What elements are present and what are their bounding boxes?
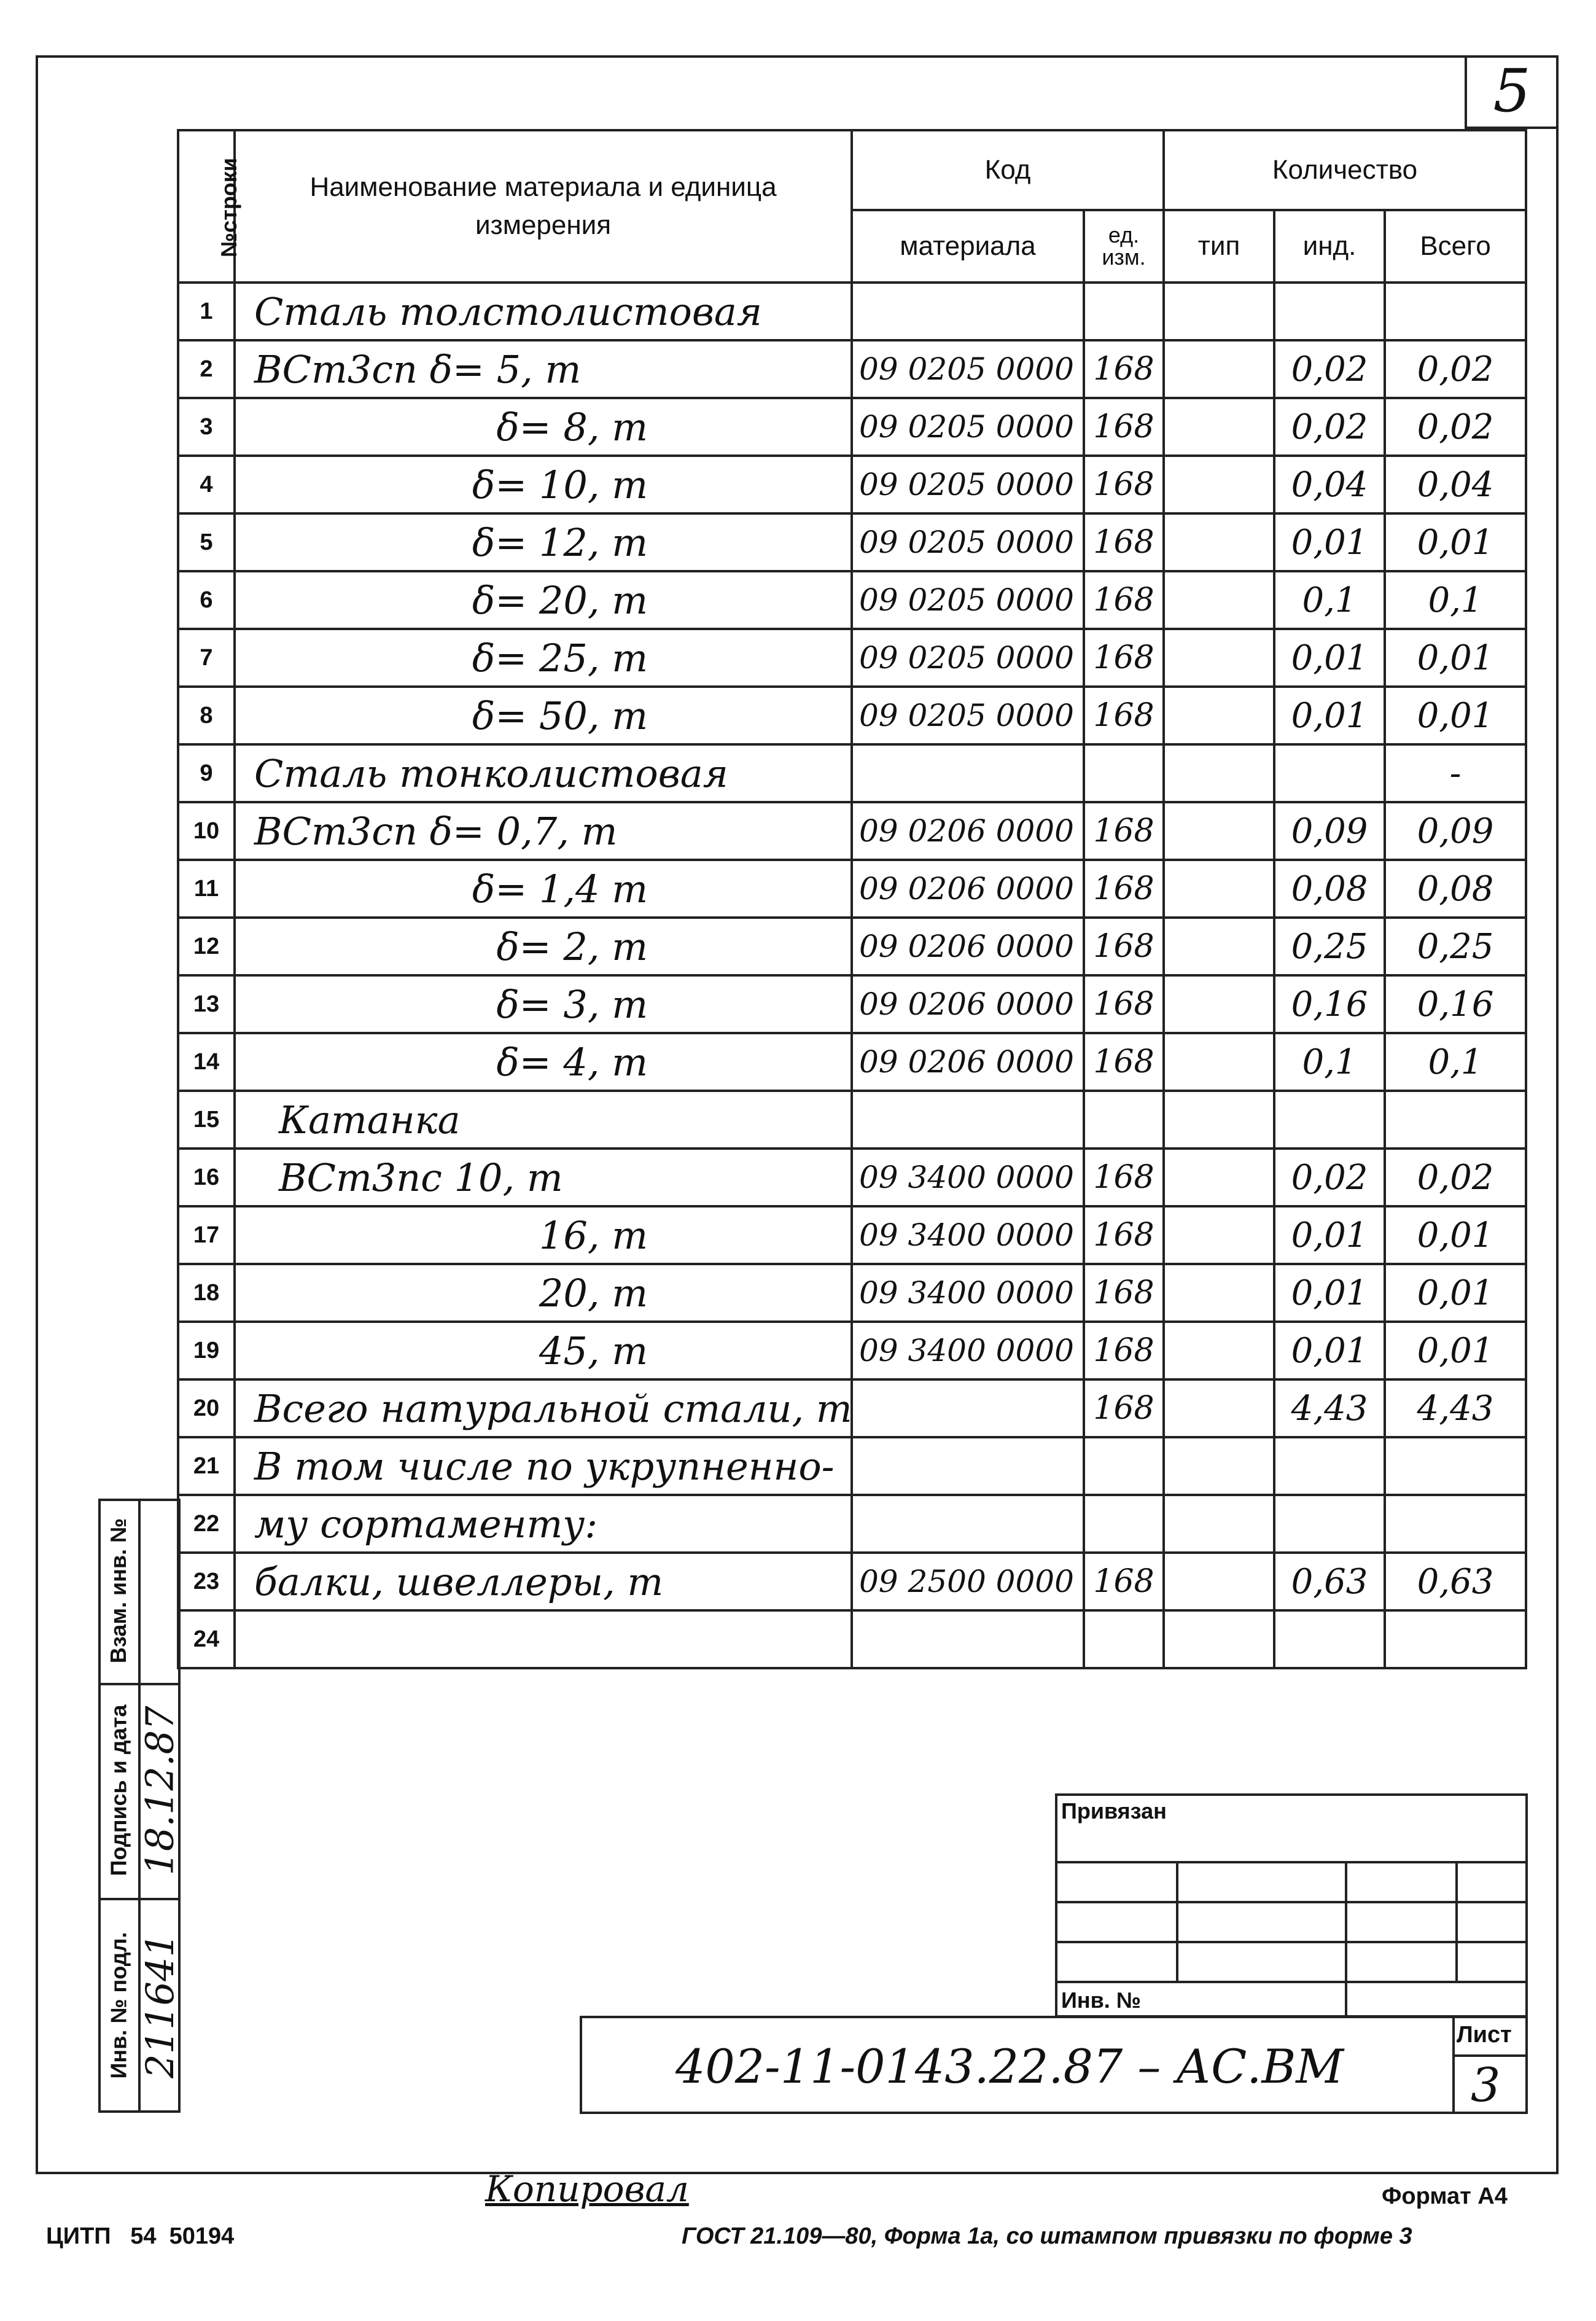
format-label: Формат А4 bbox=[1382, 2183, 1508, 2209]
qty-total: 0,08 bbox=[1385, 860, 1526, 918]
table-row bbox=[178, 456, 1526, 513]
header-name: Наименование материала и единица измерения bbox=[235, 130, 852, 283]
header-qty-ind: инд. bbox=[1274, 210, 1385, 283]
table-row bbox=[178, 1610, 1526, 1668]
unit-code: 168 bbox=[1084, 571, 1164, 629]
header-code-unit: ед. изм. bbox=[1084, 210, 1164, 283]
header-code-material: материала bbox=[852, 210, 1084, 283]
table-row bbox=[178, 1033, 1526, 1091]
table-row bbox=[178, 687, 1526, 744]
qty-type bbox=[1164, 744, 1274, 802]
unit-code bbox=[1084, 1091, 1164, 1149]
material-code bbox=[852, 1437, 1084, 1495]
qty-type bbox=[1164, 1379, 1274, 1437]
document-code: 402-11-0143.22.87 – АС.ВМ bbox=[675, 2039, 1344, 2094]
qty-total: 0,01 bbox=[1385, 687, 1526, 744]
qty-type bbox=[1164, 283, 1274, 340]
qty-ind: 0,16 bbox=[1274, 975, 1385, 1033]
table-row bbox=[178, 918, 1526, 975]
qty-ind: 0,09 bbox=[1274, 802, 1385, 860]
table-row bbox=[178, 1206, 1526, 1264]
qty-ind: 0,04 bbox=[1274, 456, 1385, 513]
table-row bbox=[178, 860, 1526, 918]
row-number: 22 bbox=[178, 1495, 235, 1553]
unit-code: 168 bbox=[1084, 802, 1164, 860]
list-value: 3 bbox=[1471, 2058, 1501, 2112]
unit-code bbox=[1084, 1495, 1164, 1553]
table-row bbox=[178, 629, 1526, 687]
table-row bbox=[178, 1553, 1526, 1610]
header-code: Код bbox=[852, 130, 1164, 210]
qty-ind: 0,1 bbox=[1274, 1033, 1385, 1091]
qty-type bbox=[1164, 1264, 1274, 1322]
material-name: Катанка bbox=[235, 1091, 852, 1149]
qty-ind bbox=[1274, 1091, 1385, 1149]
material-code bbox=[852, 744, 1084, 802]
table-row bbox=[178, 744, 1526, 802]
row-number: 11 bbox=[178, 860, 235, 918]
row-number: 17 bbox=[178, 1206, 235, 1264]
material-code: 09 0205 0000 bbox=[852, 340, 1084, 398]
side-inv-podl-label: Инв. № подл. bbox=[106, 1932, 131, 2079]
qty-type bbox=[1164, 1322, 1274, 1379]
material-name: 45, т bbox=[235, 1322, 852, 1379]
side-podpis-label: Подпись и дата bbox=[106, 1704, 131, 1876]
qty-total: 0,1 bbox=[1385, 571, 1526, 629]
qty-ind: 0,02 bbox=[1274, 1149, 1385, 1206]
list-label: Лист bbox=[1457, 2022, 1512, 2048]
table-row bbox=[178, 802, 1526, 860]
table-row bbox=[178, 1379, 1526, 1437]
unit-code: 168 bbox=[1084, 513, 1164, 571]
table-row bbox=[178, 1264, 1526, 1322]
qty-total: 0,01 bbox=[1385, 629, 1526, 687]
qty-type bbox=[1164, 398, 1274, 456]
unit-code: 168 bbox=[1084, 918, 1164, 975]
material-code: 09 3400 0000 bbox=[852, 1149, 1084, 1206]
unit-code: 168 bbox=[1084, 398, 1164, 456]
qty-total: 0,02 bbox=[1385, 340, 1526, 398]
qty-type bbox=[1164, 975, 1274, 1033]
qty-ind: 0,1 bbox=[1274, 571, 1385, 629]
material-code: 09 0206 0000 bbox=[852, 802, 1084, 860]
qty-ind: 0,01 bbox=[1274, 687, 1385, 744]
qty-type bbox=[1164, 340, 1274, 398]
qty-total: - bbox=[1385, 744, 1526, 802]
header-qty-total: Всего bbox=[1385, 210, 1526, 283]
materials-table bbox=[177, 129, 1527, 1669]
material-name: В том числе по укрупненно- bbox=[235, 1437, 852, 1495]
qty-ind: 4,43 bbox=[1274, 1379, 1385, 1437]
binding-stamp-label: Привязан bbox=[1061, 1798, 1167, 1824]
qty-ind bbox=[1274, 283, 1385, 340]
side-vzam-label: Взам. инв. № bbox=[106, 1518, 131, 1664]
qty-type bbox=[1164, 629, 1274, 687]
qty-ind bbox=[1274, 744, 1385, 802]
unit-code: 168 bbox=[1084, 1033, 1164, 1091]
qty-ind: 0,01 bbox=[1274, 1206, 1385, 1264]
qty-type bbox=[1164, 1091, 1274, 1149]
qty-type bbox=[1164, 1206, 1274, 1264]
qty-type bbox=[1164, 860, 1274, 918]
row-number: 24 bbox=[178, 1610, 235, 1668]
qty-total: 0,01 bbox=[1385, 1206, 1526, 1264]
material-code: 09 0206 0000 bbox=[852, 1033, 1084, 1091]
material-code: 09 2500 0000 bbox=[852, 1553, 1084, 1610]
row-number: 16 bbox=[178, 1149, 235, 1206]
material-code: 09 0205 0000 bbox=[852, 456, 1084, 513]
qty-total: 0,09 bbox=[1385, 802, 1526, 860]
material-name: 16, т bbox=[235, 1206, 852, 1264]
material-name: δ= 3, т bbox=[235, 975, 852, 1033]
qty-type bbox=[1164, 456, 1274, 513]
unit-code: 168 bbox=[1084, 1149, 1164, 1206]
qty-ind bbox=[1274, 1437, 1385, 1495]
row-number: 10 bbox=[178, 802, 235, 860]
qty-total: 0,02 bbox=[1385, 398, 1526, 456]
header-quantity: Количество bbox=[1164, 130, 1526, 210]
qty-total: 0,01 bbox=[1385, 513, 1526, 571]
qty-total bbox=[1385, 1437, 1526, 1495]
row-number: 4 bbox=[178, 456, 235, 513]
material-name: му сортаменту: bbox=[235, 1495, 852, 1553]
table-row bbox=[178, 340, 1526, 398]
inv-no-label: Инв. № bbox=[1061, 1987, 1141, 2013]
qty-type bbox=[1164, 1610, 1274, 1668]
material-name: ВСт3пс 10, т bbox=[235, 1149, 852, 1206]
material-name bbox=[235, 1610, 852, 1668]
qty-ind: 0,01 bbox=[1274, 1322, 1385, 1379]
unit-code: 168 bbox=[1084, 456, 1164, 513]
qty-type bbox=[1164, 918, 1274, 975]
qty-ind: 0,02 bbox=[1274, 398, 1385, 456]
table-row bbox=[178, 571, 1526, 629]
qty-total: 0,01 bbox=[1385, 1322, 1526, 1379]
row-number: 8 bbox=[178, 687, 235, 744]
material-code: 09 0205 0000 bbox=[852, 687, 1084, 744]
row-number: 6 bbox=[178, 571, 235, 629]
qty-total: 0,16 bbox=[1385, 975, 1526, 1033]
material-code: 09 3400 0000 bbox=[852, 1322, 1084, 1379]
qty-ind: 0,08 bbox=[1274, 860, 1385, 918]
material-code: 09 0205 0000 bbox=[852, 398, 1084, 456]
qty-total bbox=[1385, 1091, 1526, 1149]
org-code: ЦИТП 54 50194 bbox=[46, 2223, 235, 2249]
unit-code: 168 bbox=[1084, 1206, 1164, 1264]
row-number: 21 bbox=[178, 1437, 235, 1495]
row-number: 19 bbox=[178, 1322, 235, 1379]
material-name: δ= 50, т bbox=[235, 687, 852, 744]
qty-ind bbox=[1274, 1610, 1385, 1668]
row-number: 14 bbox=[178, 1033, 235, 1091]
row-number: 5 bbox=[178, 513, 235, 571]
material-name: 20, т bbox=[235, 1264, 852, 1322]
material-name: δ= 12, т bbox=[235, 513, 852, 571]
copied-by-label: Копировал bbox=[485, 2168, 689, 2210]
qty-ind: 0,25 bbox=[1274, 918, 1385, 975]
row-number: 3 bbox=[178, 398, 235, 456]
row-number: 12 bbox=[178, 918, 235, 975]
row-number: 1 bbox=[178, 283, 235, 340]
row-number: 15 bbox=[178, 1091, 235, 1149]
qty-total bbox=[1385, 1610, 1526, 1668]
qty-type bbox=[1164, 1495, 1274, 1553]
qty-total bbox=[1385, 1495, 1526, 1553]
sheet-corner-number: 5 bbox=[1465, 55, 1557, 129]
material-name: Сталь толстолистовая bbox=[235, 283, 852, 340]
material-code: 09 0205 0000 bbox=[852, 629, 1084, 687]
qty-total: 4,43 bbox=[1385, 1379, 1526, 1437]
table-row bbox=[178, 1322, 1526, 1379]
material-name: δ= 1,4 т bbox=[235, 860, 852, 918]
material-code: 09 0206 0000 bbox=[852, 918, 1084, 975]
material-name: Всего натуральной стали, т bbox=[235, 1379, 852, 1437]
qty-ind bbox=[1274, 1495, 1385, 1553]
qty-type bbox=[1164, 1033, 1274, 1091]
unit-code: 168 bbox=[1084, 1322, 1164, 1379]
unit-code bbox=[1084, 1610, 1164, 1668]
qty-ind: 0,01 bbox=[1274, 1264, 1385, 1322]
side-podpis-value: 18.12.87 bbox=[138, 1705, 182, 1876]
unit-code bbox=[1084, 1437, 1164, 1495]
qty-total: 0,01 bbox=[1385, 1264, 1526, 1322]
unit-code: 168 bbox=[1084, 340, 1164, 398]
material-code bbox=[852, 1610, 1084, 1668]
material-name: Сталь тонколистовая bbox=[235, 744, 852, 802]
row-number: 9 bbox=[178, 744, 235, 802]
qty-total: 0,04 bbox=[1385, 456, 1526, 513]
material-code: 09 3400 0000 bbox=[852, 1206, 1084, 1264]
qty-type bbox=[1164, 1553, 1274, 1610]
qty-type bbox=[1164, 802, 1274, 860]
table-row bbox=[178, 1437, 1526, 1495]
qty-type bbox=[1164, 1437, 1274, 1495]
material-name: δ= 10, т bbox=[235, 456, 852, 513]
header-qty-type: тип bbox=[1164, 210, 1274, 283]
qty-type bbox=[1164, 687, 1274, 744]
material-code: 09 0205 0000 bbox=[852, 571, 1084, 629]
qty-ind: 0,02 bbox=[1274, 340, 1385, 398]
unit-code: 168 bbox=[1084, 629, 1164, 687]
material-name: ВСт3сп δ= 5, т bbox=[235, 340, 852, 398]
table-row bbox=[178, 1091, 1526, 1149]
material-name: δ= 20, т bbox=[235, 571, 852, 629]
qty-total: 0,25 bbox=[1385, 918, 1526, 975]
gost-reference: ГОСТ 21.109—80, Форма 1а, со штампом привязки по форме 3 bbox=[682, 2223, 1412, 2249]
material-code: 09 0205 0000 bbox=[852, 513, 1084, 571]
material-name: δ= 8, т bbox=[235, 398, 852, 456]
table-row bbox=[178, 513, 1526, 571]
row-number: 13 bbox=[178, 975, 235, 1033]
qty-total: 0,63 bbox=[1385, 1553, 1526, 1610]
side-inv-podl-value: 211641 bbox=[138, 1932, 182, 2078]
material-name: δ= 25, т bbox=[235, 629, 852, 687]
qty-total: 0,02 bbox=[1385, 1149, 1526, 1206]
material-code bbox=[852, 1091, 1084, 1149]
header-row-no: №строки bbox=[178, 130, 235, 283]
material-code: 09 0206 0000 bbox=[852, 860, 1084, 918]
material-code: 09 0206 0000 bbox=[852, 975, 1084, 1033]
qty-type bbox=[1164, 513, 1274, 571]
unit-code: 168 bbox=[1084, 860, 1164, 918]
row-number: 20 bbox=[178, 1379, 235, 1437]
row-number: 18 bbox=[178, 1264, 235, 1322]
table-row bbox=[178, 1495, 1526, 1553]
material-code bbox=[852, 1495, 1084, 1553]
material-code: 09 3400 0000 bbox=[852, 1264, 1084, 1322]
unit-code: 168 bbox=[1084, 1379, 1164, 1437]
qty-total: 0,1 bbox=[1385, 1033, 1526, 1091]
row-number: 23 bbox=[178, 1553, 235, 1610]
qty-ind: 0,63 bbox=[1274, 1553, 1385, 1610]
table-row bbox=[178, 398, 1526, 456]
material-name: ВСт3сп δ= 0,7, т bbox=[235, 802, 852, 860]
material-code bbox=[852, 283, 1084, 340]
qty-type bbox=[1164, 1149, 1274, 1206]
qty-type bbox=[1164, 571, 1274, 629]
row-number: 7 bbox=[178, 629, 235, 687]
unit-code: 168 bbox=[1084, 1264, 1164, 1322]
unit-code bbox=[1084, 283, 1164, 340]
table-row bbox=[178, 283, 1526, 340]
material-name: δ= 2, т bbox=[235, 918, 852, 975]
unit-code bbox=[1084, 744, 1164, 802]
qty-ind: 0,01 bbox=[1274, 629, 1385, 687]
material-name: балки, швеллеры, т bbox=[235, 1553, 852, 1610]
material-code bbox=[852, 1379, 1084, 1437]
row-number: 2 bbox=[178, 340, 235, 398]
unit-code: 168 bbox=[1084, 687, 1164, 744]
qty-ind: 0,01 bbox=[1274, 513, 1385, 571]
unit-code: 168 bbox=[1084, 975, 1164, 1033]
unit-code: 168 bbox=[1084, 1553, 1164, 1610]
qty-total bbox=[1385, 283, 1526, 340]
table-row bbox=[178, 975, 1526, 1033]
table-row bbox=[178, 1149, 1526, 1206]
material-name: δ= 4, т bbox=[235, 1033, 852, 1091]
